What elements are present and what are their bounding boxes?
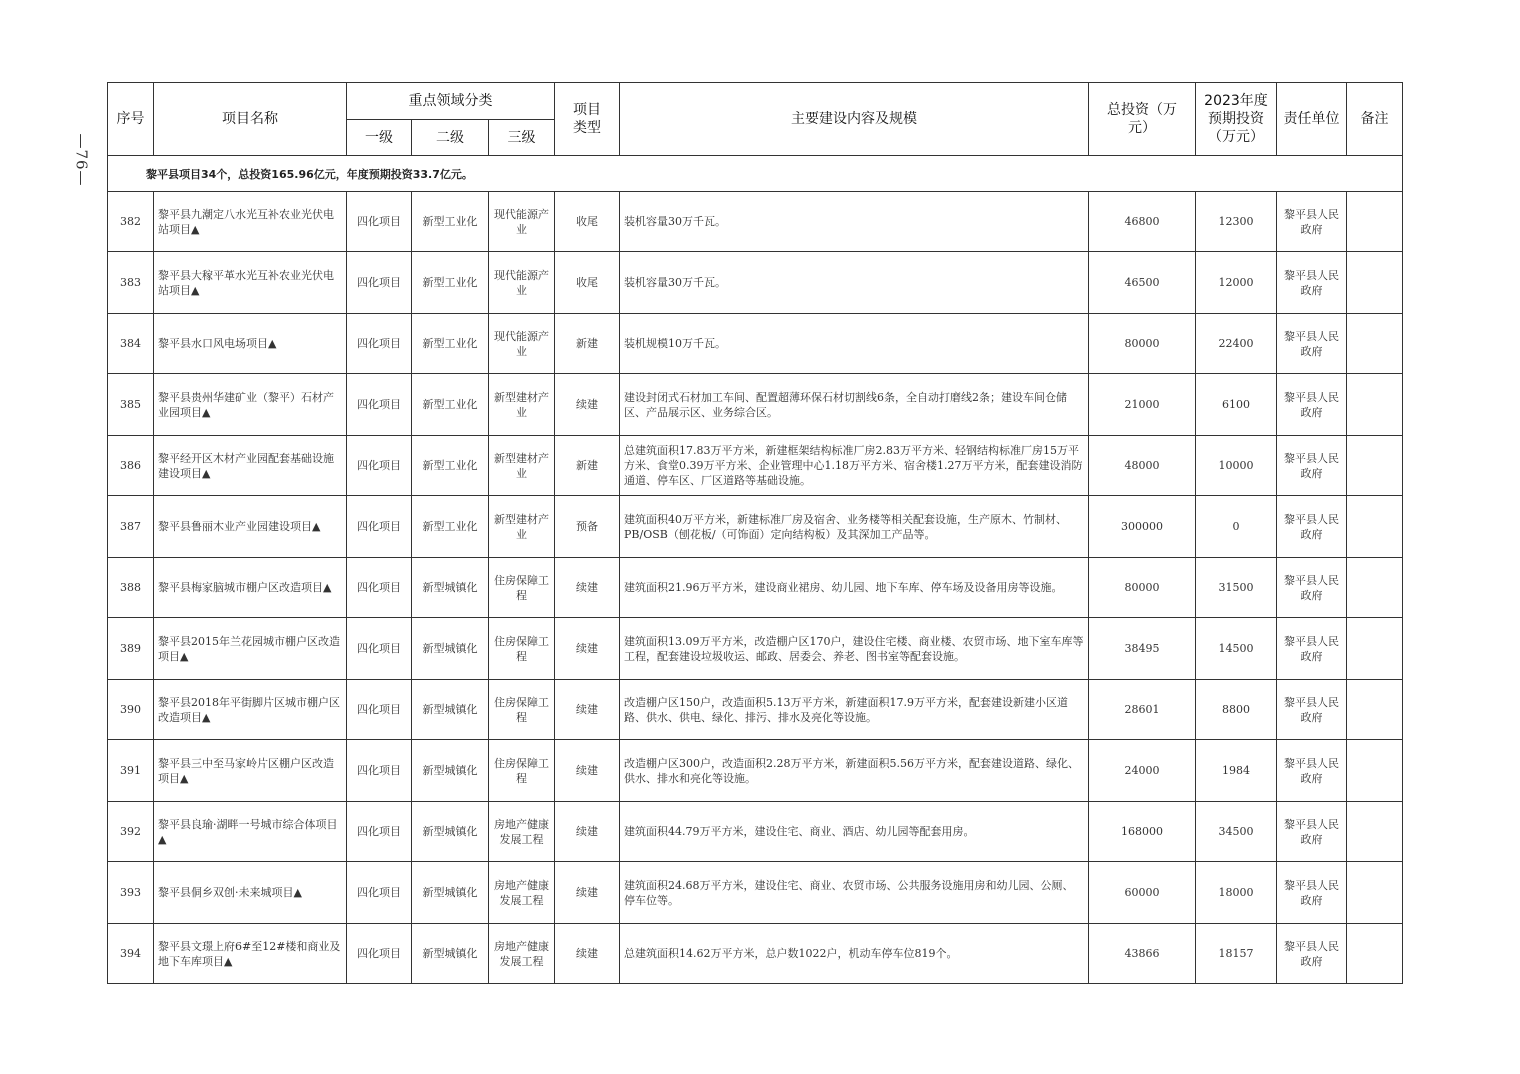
cell-type: 续建 (555, 924, 620, 984)
cell-seq: 389 (108, 618, 154, 680)
cell-level1: 四化项目 (347, 496, 412, 558)
cell-type: 新建 (555, 314, 620, 374)
cell-seq: 387 (108, 496, 154, 558)
header-name: 项目名称 (154, 83, 347, 156)
cell-level3: 住房保障工程 (489, 618, 555, 680)
cell-annual-investment: 12000 (1196, 252, 1277, 314)
cell-annual-investment: 18000 (1196, 862, 1277, 924)
cell-level1: 四化项目 (347, 436, 412, 496)
cell-remark (1347, 252, 1403, 314)
cell-total-investment: 48000 (1089, 436, 1196, 496)
cell-remark (1347, 192, 1403, 252)
cell-content: 改造棚户区150户，改造面积5.13万平方米，新建面积17.9万平方米，配套建设新建小区道路、供水、供电、绿化、排污、排水及亮化等设施。 (620, 680, 1089, 740)
cell-content: 建筑面积40万平方米，新建标准厂房及宿舍、业务楼等相关配套设施，生产原木、竹制材、PB/OSB（刨花板/（可饰面）定向结构板）及其深加工产品等。 (620, 496, 1089, 558)
cell-level2: 新型城镇化 (412, 802, 489, 862)
cell-seq: 382 (108, 192, 154, 252)
cell-name: 黎平县文璟上府6#至12#楼和商业及地下车库项目▲ (154, 924, 347, 984)
cell-level3: 新型建材产业 (489, 496, 555, 558)
cell-level2: 新型工业化 (412, 374, 489, 436)
cell-type: 收尾 (555, 192, 620, 252)
cell-level1: 四化项目 (347, 680, 412, 740)
table-row (108, 374, 1403, 436)
cell-level3: 房地产健康发展工程 (489, 802, 555, 862)
summary-row: 黎平县项目34个，总投资165.96亿元，年度预期投资33.7亿元。 (108, 156, 1403, 192)
cell-name: 黎平县鲁丽木业产业园建设项目▲ (154, 496, 347, 558)
cell-unit: 黎平县人民政府 (1277, 374, 1347, 436)
cell-type: 续建 (555, 680, 620, 740)
header-type: 项目类型 (555, 83, 620, 156)
cell-annual-investment: 18157 (1196, 924, 1277, 984)
header-level2: 二级 (412, 120, 489, 156)
cell-remark (1347, 314, 1403, 374)
cell-level3: 现代能源产业 (489, 252, 555, 314)
table-row (108, 314, 1403, 374)
header-level3: 三级 (489, 120, 555, 156)
cell-level1: 四化项目 (347, 252, 412, 314)
table-row (108, 192, 1403, 252)
cell-unit: 黎平县人民政府 (1277, 436, 1347, 496)
cell-annual-investment: 31500 (1196, 558, 1277, 618)
cell-annual-investment: 8800 (1196, 680, 1277, 740)
cell-seq: 386 (108, 436, 154, 496)
cell-unit: 黎平县人民政府 (1277, 192, 1347, 252)
header-seq: 序号 (108, 83, 154, 156)
cell-content: 总建筑面积14.62万平方米，总户数1022户，机动车停车位819个。 (620, 924, 1089, 984)
cell-type: 续建 (555, 374, 620, 436)
cell-total-investment: 300000 (1089, 496, 1196, 558)
cell-level3: 新型建材产业 (489, 374, 555, 436)
project-table (107, 82, 1403, 984)
header-content: 主要建设内容及规模 (620, 83, 1089, 156)
cell-annual-investment: 6100 (1196, 374, 1277, 436)
cell-type: 预备 (555, 496, 620, 558)
cell-remark (1347, 802, 1403, 862)
cell-name: 黎平县2018年平街脚片区城市棚户区改造项目▲ (154, 680, 347, 740)
table-row (108, 436, 1403, 496)
cell-total-investment: 80000 (1089, 314, 1196, 374)
cell-remark (1347, 862, 1403, 924)
cell-unit: 黎平县人民政府 (1277, 802, 1347, 862)
cell-total-investment: 168000 (1089, 802, 1196, 862)
cell-unit: 黎平县人民政府 (1277, 558, 1347, 618)
cell-total-investment: 60000 (1089, 862, 1196, 924)
cell-type: 续建 (555, 558, 620, 618)
cell-level1: 四化项目 (347, 740, 412, 802)
header-remark: 备注 (1347, 83, 1403, 156)
cell-level1: 四化项目 (347, 558, 412, 618)
cell-total-investment: 80000 (1089, 558, 1196, 618)
cell-content: 建设封闭式石材加工车间、配置超薄环保石材切割线6条，全自动打磨线2条；建设车间仓储区、产品展示区、业务综合区。 (620, 374, 1089, 436)
cell-level2: 新型工业化 (412, 252, 489, 314)
cell-level2: 新型工业化 (412, 192, 489, 252)
cell-level1: 四化项目 (347, 374, 412, 436)
cell-content: 建筑面积21.96万平方米，建设商业裙房、幼儿园、地下车库、停车场及设备用房等设施。 (620, 558, 1089, 618)
cell-level3: 现代能源产业 (489, 192, 555, 252)
cell-level2: 新型城镇化 (412, 862, 489, 924)
cell-total-investment: 38495 (1089, 618, 1196, 680)
cell-level1: 四化项目 (347, 924, 412, 984)
cell-annual-investment: 0 (1196, 496, 1277, 558)
cell-remark (1347, 496, 1403, 558)
cell-remark (1347, 618, 1403, 680)
cell-remark (1347, 924, 1403, 984)
cell-seq: 390 (108, 680, 154, 740)
cell-annual-investment: 12300 (1196, 192, 1277, 252)
cell-level2: 新型城镇化 (412, 618, 489, 680)
table-row (108, 558, 1403, 618)
cell-content: 总建筑面积17.83万平方米，新建框架结构标准厂房2.83万平方米、轻钢结构标准厂房15万平方米、食堂0.39万平方米、企业管理中心1.18万平方米、宿舍楼1.27万平方米，配套建设消防通道、停车区、厂区道路等基础设施。 (620, 436, 1089, 496)
cell-type: 新建 (555, 436, 620, 496)
cell-level3: 现代能源产业 (489, 314, 555, 374)
cell-level2: 新型城镇化 (412, 924, 489, 984)
cell-level1: 四化项目 (347, 192, 412, 252)
cell-annual-investment: 14500 (1196, 618, 1277, 680)
header-annual-investment: 2023年度预期投资（万元） (1196, 83, 1277, 156)
page-number (62, 100, 102, 220)
cell-level2: 新型工业化 (412, 314, 489, 374)
cell-name: 黎平县三中至马家岭片区棚户区改造项目▲ (154, 740, 347, 802)
cell-seq: 391 (108, 740, 154, 802)
cell-seq: 383 (108, 252, 154, 314)
cell-unit: 黎平县人民政府 (1277, 740, 1347, 802)
header-level1: 一级 (347, 120, 412, 156)
table-row (108, 680, 1403, 740)
cell-type: 续建 (555, 802, 620, 862)
cell-content: 装机规模10万千瓦。 (620, 314, 1089, 374)
cell-content: 装机容量30万千瓦。 (620, 252, 1089, 314)
cell-name: 黎平县水口风电场项目▲ (154, 314, 347, 374)
cell-level1: 四化项目 (347, 862, 412, 924)
cell-level3: 住房保障工程 (489, 740, 555, 802)
cell-level1: 四化项目 (347, 618, 412, 680)
cell-name: 黎平县贵州华建矿业（黎平）石材产业园项目▲ (154, 374, 347, 436)
cell-name: 黎平县侗乡双创·未来城项目▲ (154, 862, 347, 924)
cell-seq: 388 (108, 558, 154, 618)
table-row (108, 924, 1403, 984)
table-row (108, 252, 1403, 314)
table-row (108, 740, 1403, 802)
cell-unit: 黎平县人民政府 (1277, 680, 1347, 740)
cell-content: 建筑面积13.09万平方米，改造棚户区170户，建设住宅楼、商业楼、农贸市场、地下室车库等工程，配套建设垃圾收运、邮政、居委会、养老、图书室等配套设施。 (620, 618, 1089, 680)
cell-level2: 新型城镇化 (412, 680, 489, 740)
cell-level2: 新型城镇化 (412, 740, 489, 802)
cell-type: 续建 (555, 740, 620, 802)
cell-level3: 房地产健康发展工程 (489, 924, 555, 984)
cell-unit: 黎平县人民政府 (1277, 862, 1347, 924)
cell-name: 黎平县良瑜·湖畔一号城市综合体项目▲ (154, 802, 347, 862)
cell-seq: 394 (108, 924, 154, 984)
cell-annual-investment: 1984 (1196, 740, 1277, 802)
cell-level1: 四化项目 (347, 802, 412, 862)
cell-annual-investment: 34500 (1196, 802, 1277, 862)
cell-seq: 392 (108, 802, 154, 862)
cell-total-investment: 43866 (1089, 924, 1196, 984)
cell-unit: 黎平县人民政府 (1277, 924, 1347, 984)
cell-annual-investment: 22400 (1196, 314, 1277, 374)
cell-level2: 新型工业化 (412, 496, 489, 558)
cell-total-investment: 46800 (1089, 192, 1196, 252)
cell-unit: 黎平县人民政府 (1277, 496, 1347, 558)
cell-name: 黎平县大稼平革水光互补农业光伏电站项目▲ (154, 252, 347, 314)
cell-content: 建筑面积44.79万平方米，建设住宅、商业、酒店、幼儿园等配套用房。 (620, 802, 1089, 862)
cell-unit: 黎平县人民政府 (1277, 314, 1347, 374)
cell-unit: 黎平县人民政府 (1277, 618, 1347, 680)
cell-remark (1347, 740, 1403, 802)
cell-level3: 新型建材产业 (489, 436, 555, 496)
cell-total-investment: 21000 (1089, 374, 1196, 436)
cell-name: 黎平县梅家脑城市棚户区改造项目▲ (154, 558, 347, 618)
cell-content: 装机容量30万千瓦。 (620, 192, 1089, 252)
cell-seq: 385 (108, 374, 154, 436)
cell-unit: 黎平县人民政府 (1277, 252, 1347, 314)
cell-name: 黎平县2015年兰花园城市棚户区改造项目▲ (154, 618, 347, 680)
cell-remark (1347, 436, 1403, 496)
page-number-text: —76— (73, 133, 91, 187)
cell-level2: 新型城镇化 (412, 558, 489, 618)
cell-content: 建筑面积24.68万平方米，建设住宅、商业、农贸市场、公共服务设施用房和幼儿园、公厕、停车位等。 (620, 862, 1089, 924)
cell-total-investment: 24000 (1089, 740, 1196, 802)
cell-total-investment: 46500 (1089, 252, 1196, 314)
cell-annual-investment: 10000 (1196, 436, 1277, 496)
header-unit: 责任单位 (1277, 83, 1347, 156)
cell-remark (1347, 374, 1403, 436)
cell-level3: 住房保障工程 (489, 558, 555, 618)
cell-content: 改造棚户区300户，改造面积2.28万平方米，新建面积5.56万平方米，配套建设道路、绿化、供水、排水和亮化等设施。 (620, 740, 1089, 802)
header-category-group: 重点领域分类 (347, 83, 555, 120)
cell-type: 续建 (555, 618, 620, 680)
cell-seq: 384 (108, 314, 154, 374)
cell-level3: 房地产健康发展工程 (489, 862, 555, 924)
cell-level2: 新型工业化 (412, 436, 489, 496)
table-row (108, 802, 1403, 862)
table-row (108, 618, 1403, 680)
cell-seq: 393 (108, 862, 154, 924)
cell-remark (1347, 558, 1403, 618)
cell-level3: 住房保障工程 (489, 680, 555, 740)
cell-level1: 四化项目 (347, 314, 412, 374)
cell-name: 黎平经开区木材产业园配套基础设施建设项目▲ (154, 436, 347, 496)
cell-remark (1347, 680, 1403, 740)
cell-type: 收尾 (555, 252, 620, 314)
header-total-investment: 总投资（万元） (1089, 83, 1196, 156)
table-row (108, 496, 1403, 558)
cell-total-investment: 28601 (1089, 680, 1196, 740)
table-row (108, 862, 1403, 924)
cell-name: 黎平县九潮定八水光互补农业光伏电站项目▲ (154, 192, 347, 252)
cell-type: 续建 (555, 862, 620, 924)
